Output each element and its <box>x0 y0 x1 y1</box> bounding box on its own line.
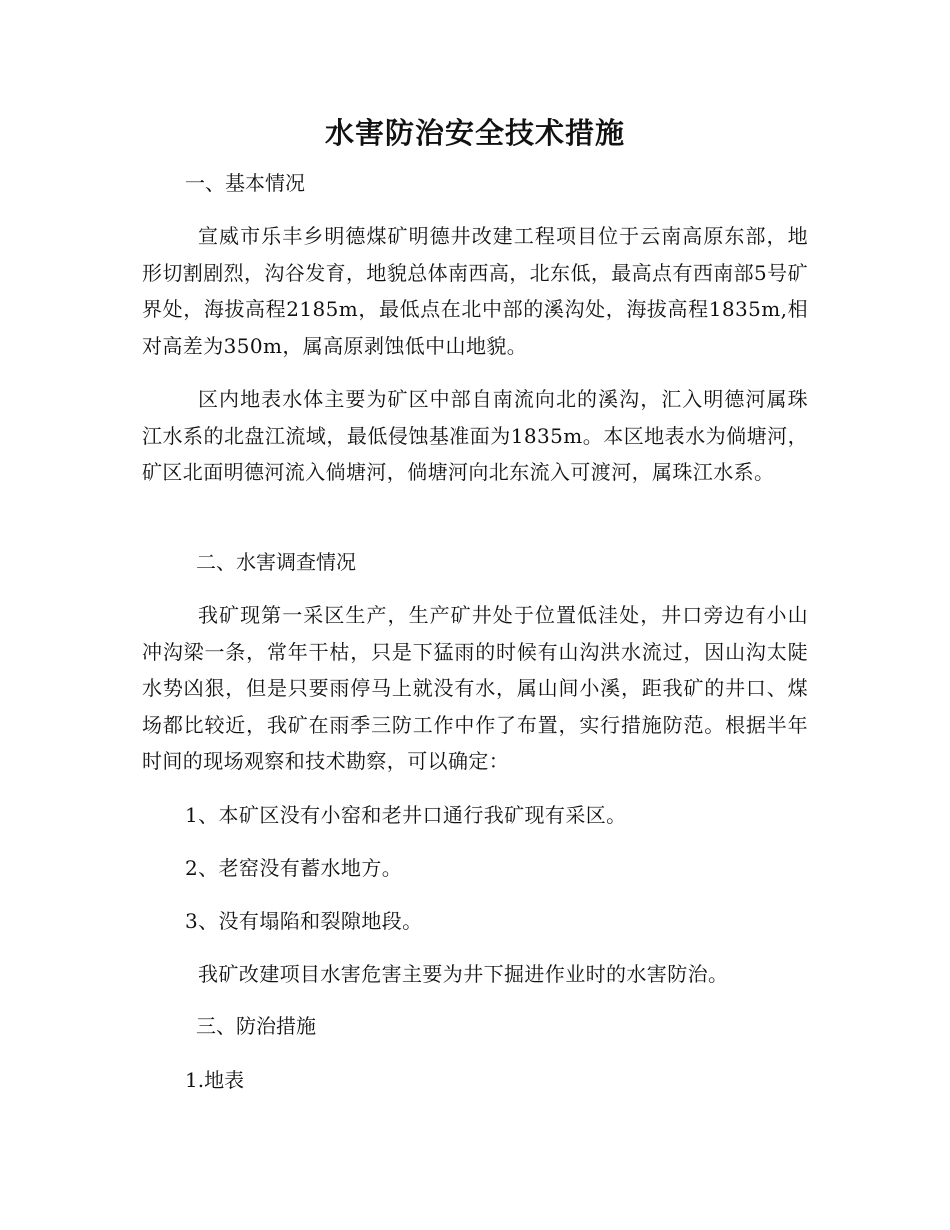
section-heading-basic-info: 一、基本情况 <box>185 171 305 195</box>
section-heading-measures: 三、防治措施 <box>196 1014 316 1038</box>
paragraph-surface-water: 区内地表水体主要为矿区中部自南流向北的溪沟，汇入明德河属珠江水系的北盘江流域，最低侵蚀基准面为1835m。本区地表水为倘塘河，矿区北面明德河流入倘塘河，倘塘河向北东流入可渡河，属珠江水系。 <box>142 387 808 484</box>
paragraph-conclusion: 我矿改建项目水害危害主要为井下掘进作业时的水害防治。 <box>198 962 729 986</box>
document-title: 水害防治安全技术措施 <box>324 116 625 150</box>
paragraph-location: 宣威市乐丰乡明德煤矿明德井改建工程项目位于云南高原东部，地形切割剧烈，沟谷发育，地貌总体南西高，北东低，最高点有西南部5号矿界处，海拔高程2185m，最低点在北中部的溪沟处，海拔高程1835m,相对高差为350m，属高原剥蚀低中山地貌。 <box>142 224 808 358</box>
list-item: 1、本矿区没有小窑和老井口通行我矿现有采区。 <box>185 803 627 827</box>
list-item: 2、老窑没有蓄水地方。 <box>185 856 403 880</box>
list-item: 3、没有塌陷和裂隙地段。 <box>185 909 423 933</box>
subheading-surface: 1.地表 <box>185 1068 245 1092</box>
paragraph-survey-detail: 我矿现第一采区生产，生产矿井处于位置低洼处，井口旁边有小山冲沟梁一条，常年干枯，只是下猛雨的时候有山沟洪水流过，因山沟太陡水势凶狠，但是只要雨停马上就没有水，属山间小溪，距我矿的井口、煤场都比较近，我矿在雨季三防工作中作了布置，实行措施防范。根据半年时间的现场观察和技术勘察，可以确定： <box>142 603 808 773</box>
section-heading-water-survey: 二、水害调查情况 <box>196 550 356 574</box>
